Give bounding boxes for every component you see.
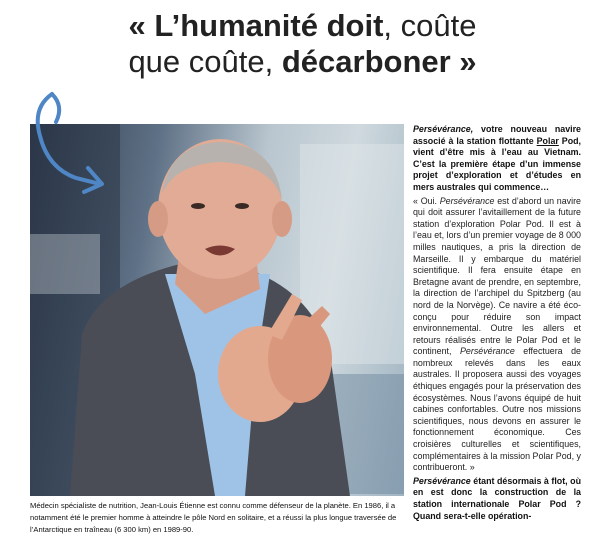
headline-rest-1: , coûte [383, 8, 477, 43]
question-1-polar: Polar [536, 135, 559, 146]
decorative-arrow-icon [30, 88, 110, 198]
question-1-part-a: votre nouveau navire associé à la station flottante [413, 124, 581, 146]
question-1 [413, 124, 581, 194]
question-2 [413, 476, 581, 522]
question-2-text: étant désormais à flot, où en est donc la construction de la station internationale Polar Pod ? Quand sera-t-elle opération- [413, 475, 581, 521]
headline-open-quote: « [128, 8, 155, 43]
answer-1-part-c: effectuera de nombreux relevés dans les eaux australes. Il proposera aussi des voyages éthiques engagés pour la préservation des écosystèmes. Nous l’avons équipé de huit cabines confortables. Outre nos missions scientifiques, nous devons en assurer le fonctionnement économique. Ces croisières culturelles et scientifiques, complémentaires à la mission Polar Pod, y contribueront. » [413, 346, 581, 473]
article-column [413, 124, 581, 549]
question-2-boat-name: Persévérance [413, 475, 471, 486]
answer-1-boat-name: Persévérance [439, 195, 495, 206]
photo-caption: Médecin spécialiste de nutrition, Jean-Louis Étienne est connu comme défenseur de la planète. En 1986, il a notamment été le premier homme à atteindre le pôle Nord en solitaire, et a réussi la plus longue traversée de l’Antarctique en traîneau (6 300 km) en 1989-90. [30, 501, 397, 534]
headline-line-1 [0, 8, 605, 44]
headline-bold-2: décarboner [281, 44, 451, 79]
headline-bold-1: L’humanité doit [154, 8, 384, 43]
answer-1 [413, 196, 581, 474]
question-1-part-b: Pod, vient d’être mis à l’eau au Vietnam. C’est la première étape d’un immense projet d’exploration et d’études en mers australes qui commence… [413, 135, 581, 192]
answer-1-part-a: « Oui. [413, 195, 440, 206]
headline-line-2 [0, 44, 605, 80]
answer-1-boat-name-2: Persévérance [460, 346, 515, 357]
article-headline [0, 8, 605, 80]
headline-close-quote: » [450, 44, 477, 79]
question-1-boat-name: Persévérance, [413, 124, 474, 134]
answer-1-part-b: est d’abord un navire qui doit assurer l’avitaillement de la future station d’exploration Polar Pod. Il est à l’eau et, lors d’un premier voyage de 8 000 milles nautiques, a pris la direction de Marseille. Il y embarque du matériel scientifique. Il fera ensuite étape en Bretagne avant de prendre, en septembre, la direction de l’archipel du Spitzberg (au nord de la Norvège). Ce navire a été éco-conçu pour réduire son impact environnemental. Outre les allers et retours réalisés entre le Polar Pod et le continent, [413, 195, 581, 357]
headline-light-2: que coûte, [128, 44, 282, 79]
